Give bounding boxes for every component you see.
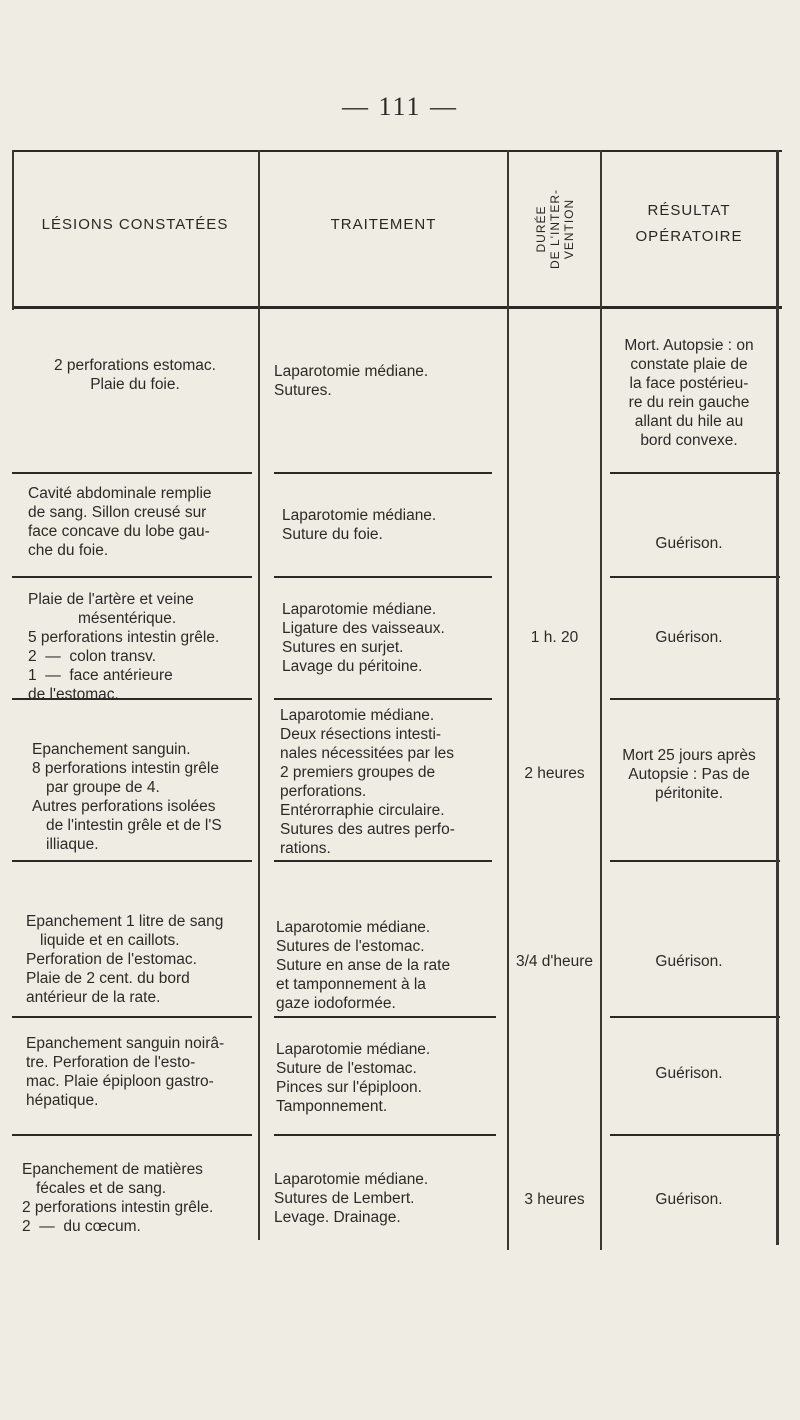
row6-traitement: Laparotomie médiane. Suture de l'estomac. Pinces sur l'épiploon. Tamponnement.	[276, 1041, 431, 1115]
header-duree: DURÉE DE L'INTER- VENTION	[533, 189, 576, 269]
row4-lesions: Epanchement sanguin. 8 perforations intestin grêle par groupe de 4. Autres perforations isolées de l'intestin grêle et de l'S illiaque.	[32, 741, 222, 853]
row3-traitement: Laparotomie médiane. Ligature des vaisseaux. Sutures en surjet. Lavage du péritoine.	[282, 601, 445, 675]
row3-resultat: Guérison.	[655, 629, 723, 646]
results-table	[12, 150, 782, 1260]
header-resultat: RÉSULTAT OPÉRATOIRE	[635, 202, 743, 245]
header-traitement: TRAITEMENT	[330, 216, 437, 233]
page-number: — 111 —	[341, 92, 459, 121]
row7-traitement: Laparotomie médiane. Sutures de Lembert. Levage. Drainage.	[274, 1171, 429, 1226]
row7-resultat: Guérison.	[655, 1191, 723, 1208]
row7-duree: 3 heures	[524, 1191, 585, 1208]
row2-lesions: Cavité abdominale remplie de sang. Sillon creusé sur face concave du lobe gau- che du foie.	[28, 485, 212, 559]
row1-lesions: 2 perforations estomac. Plaie du foie.	[54, 357, 216, 393]
row7-lesions: Epanchement de matières fécales et de sang. 2 perforations intestin grêle. 2 — du cœcum.	[22, 1161, 214, 1235]
row1-traitement: Laparotomie médiane. Sutures.	[274, 363, 429, 399]
row2-traitement: Laparotomie médiane. Suture du foie.	[282, 507, 437, 543]
header-lesions: LÉSIONS CONSTATÉES	[41, 216, 229, 233]
row1-resultat: Mort. Autopsie : on constate plaie de la face postérieu- re du rein gauche allant du hile au bord convexe.	[624, 337, 754, 449]
row6-resultat: Guérison.	[655, 1065, 723, 1082]
row3-duree: 1 h. 20	[530, 629, 579, 646]
row5-traitement: Laparotomie médiane. Sutures de l'estomac. Suture en anse de la rate et tamponnement à la gaze iodoformée.	[276, 919, 451, 1012]
row5-lesions: Epanchement 1 litre de sang liquide et en caillots. Perforation de l'estomac. Plaie de 2 cent. du bord antérieur de la rate.	[26, 913, 224, 1006]
row4-resultat: Mort 25 jours après Autopsie : Pas de péritonite.	[622, 747, 756, 802]
row2-resultat: Guérison.	[655, 535, 723, 552]
row5-duree: 3/4 d'heure	[515, 953, 594, 970]
row4-traitement: Laparotomie médiane. Deux résections intesti- nales nécessitées par les 2 premiers groupes de perforations. Entérorraphie circulaire. Sutures des autres perfo- rations.	[280, 707, 455, 857]
row6-lesions: Epanchement sanguin noirâ- tre. Perforation de l'esto- mac. Plaie épiploon gastro- hépatique.	[26, 1035, 225, 1109]
row4-duree: 2 heures	[524, 765, 585, 782]
row3-lesions: Plaie de l'artère et veine mésentérique. 5 perforations intestin grêle. 2 — colon transv. 1 — face antérieure de l'estomac.	[28, 591, 220, 703]
row5-resultat: Guérison.	[655, 953, 723, 970]
